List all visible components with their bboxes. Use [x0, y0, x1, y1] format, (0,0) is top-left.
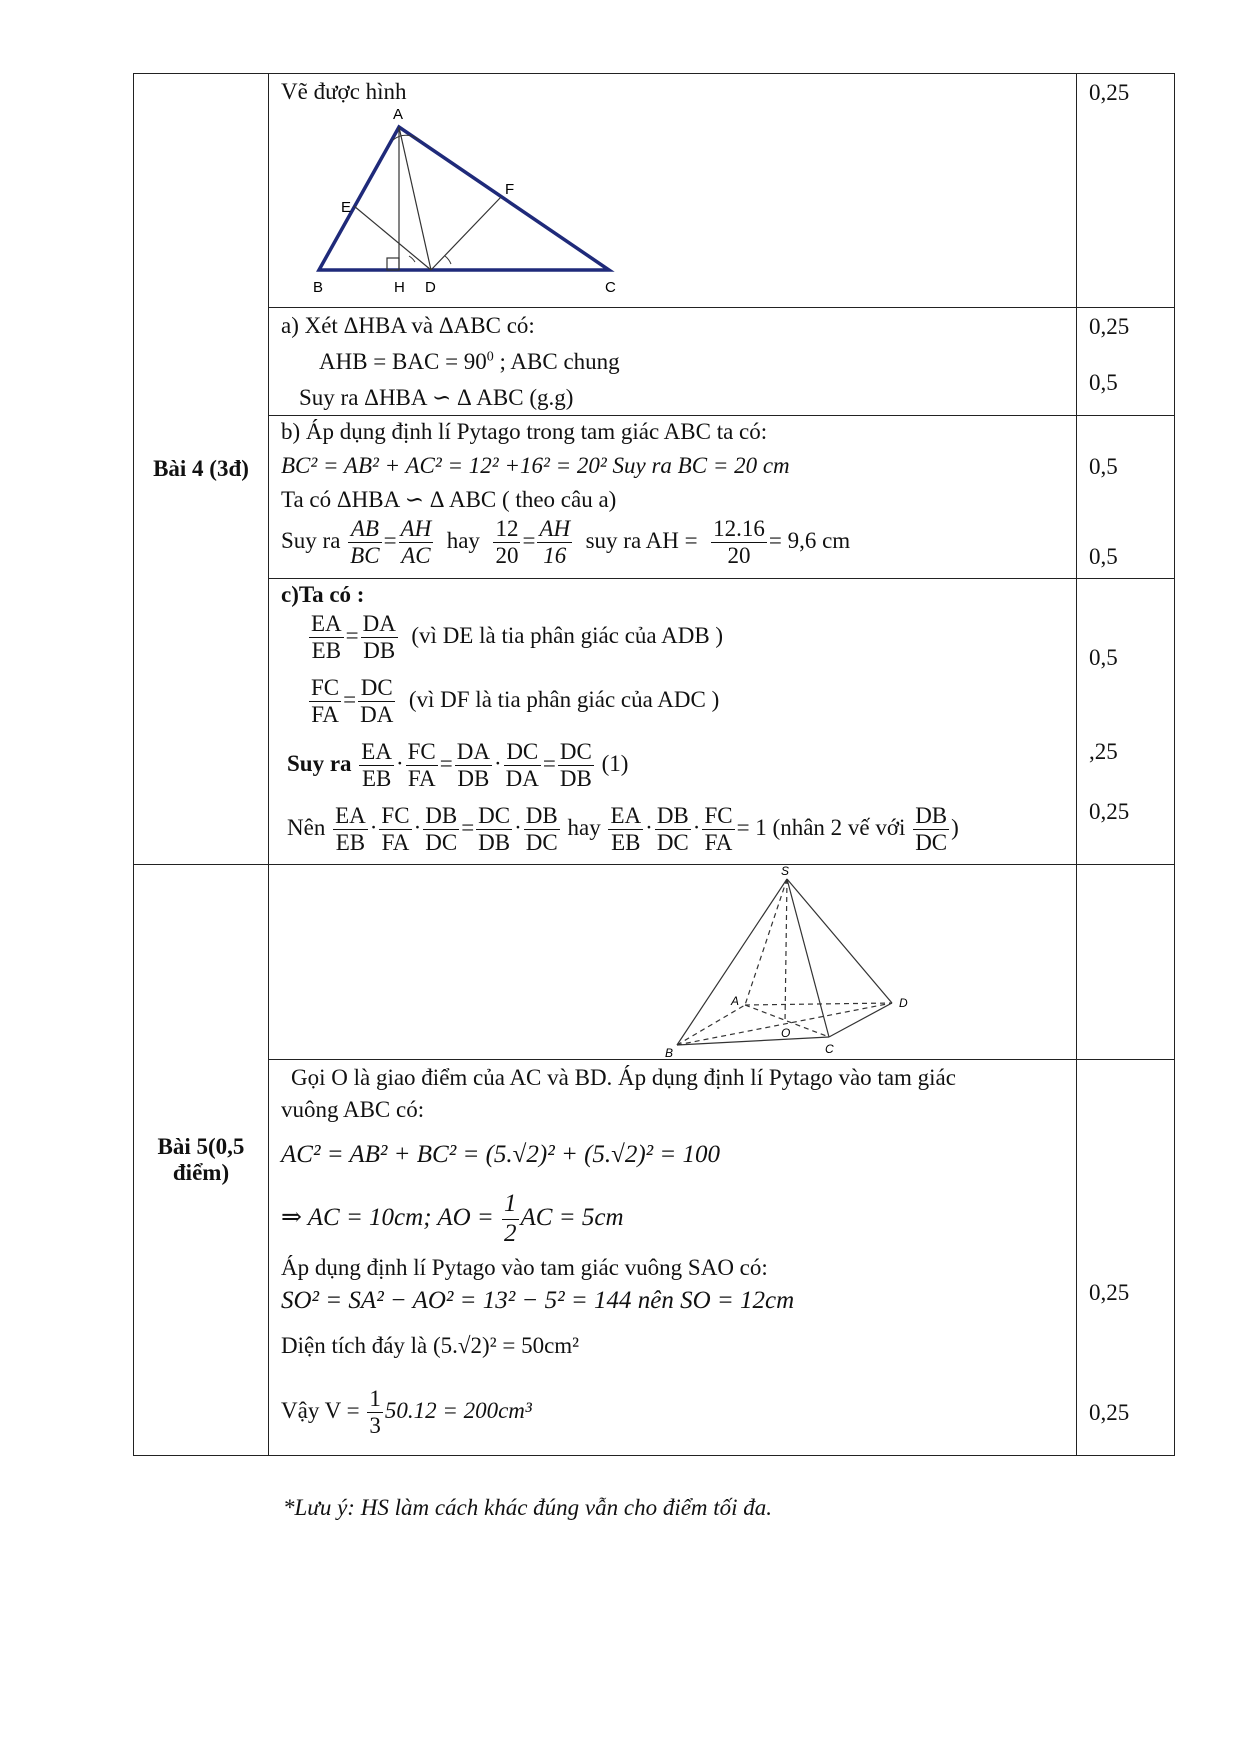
ah-result: = 9,6 cm	[768, 528, 851, 554]
suy-ra-text: Suy ra	[281, 528, 341, 554]
label-S: S	[781, 865, 790, 878]
nen-text: Nên	[287, 815, 326, 841]
frac	[702, 803, 734, 857]
den: 20	[495, 543, 519, 569]
den: AC	[401, 543, 431, 569]
part-c-line1: c)Ta có :	[281, 582, 365, 607]
bai5-line4	[281, 1190, 624, 1249]
bai5-figure-cell	[269, 865, 1077, 1060]
num: DC	[358, 675, 395, 702]
label-C: C	[605, 279, 616, 296]
frac-1-3	[367, 1386, 383, 1440]
reason-text: (vì DE là tia phân giác của ADB )	[411, 623, 724, 649]
den: DC	[915, 830, 948, 856]
suy-ra-ah-text: suy ra AH =	[585, 528, 698, 554]
part-c-cell	[269, 579, 1077, 865]
den: 2	[504, 1219, 517, 1247]
frac	[504, 739, 541, 793]
num: DA	[455, 739, 492, 766]
frac	[423, 803, 459, 857]
den: DC	[525, 830, 558, 856]
frac	[358, 675, 395, 729]
part-b-line4: Suy ra $\frac{AB}{BC}$ = $\frac{AH}{AC}$ hay $\frac{12}{20}$ = $\frac{AH}{16}$ suy ra AH = $\frac{12.16}{20}$ = 9,6 cm	[281, 516, 851, 569]
footnote: *Lưu ý: HS làm cách khác đúng vẫn cho điểm tối đa.	[283, 1495, 773, 1520]
points-value: 0,5	[1089, 645, 1118, 670]
bai5-line5: Áp dụng định lí Pytago vào tam giác vuông SAO có:	[281, 1255, 768, 1280]
eq-number: (1)	[601, 751, 629, 777]
den: EB	[311, 638, 342, 664]
den: DA	[360, 702, 394, 728]
points-value: 0,25	[1089, 1280, 1130, 1305]
den: 3	[369, 1413, 381, 1439]
frac-12-20	[493, 516, 520, 570]
label-B: B	[313, 279, 324, 296]
num: EA	[333, 803, 368, 830]
bai5-label: Bài 5(0,5 điểm)	[134, 865, 269, 1456]
volume-text: 50.12 = 200cm³	[384, 1398, 532, 1424]
label-A: A	[393, 106, 404, 123]
label-D: D	[425, 279, 436, 296]
points-a	[1077, 308, 1175, 416]
num: DB	[524, 803, 560, 830]
points-value: 0,5	[1089, 454, 1118, 479]
part-b-line3: Ta có ΔHBA ∽ Δ ABC ( theo câu a)	[281, 487, 617, 512]
part-a-cell	[269, 308, 1077, 416]
label-H: H	[394, 279, 405, 296]
points-value: 0,25	[1089, 799, 1130, 824]
num: EA	[608, 803, 643, 830]
num: DC	[476, 803, 512, 830]
frac	[359, 739, 394, 793]
den: DB	[457, 766, 490, 792]
part-c-row2: $\frac{FC}{FA}$ = $\frac{DC}{DA}$ (vì DF là tia phân giác của ADC )	[311, 675, 720, 728]
frac	[655, 803, 691, 857]
bai5-line8	[281, 1386, 532, 1440]
hay-text: hay	[446, 528, 480, 554]
points-bai5	[1077, 1060, 1175, 1456]
num: FC	[406, 739, 438, 766]
num: EA	[359, 739, 394, 766]
frac-1216-20	[711, 516, 767, 570]
bai4-figure-cell	[269, 74, 1077, 308]
num: DA	[361, 611, 398, 638]
frac	[333, 803, 368, 857]
points-value: ,25	[1089, 739, 1118, 764]
frac	[361, 611, 398, 665]
num: FC	[309, 675, 341, 702]
points-b	[1077, 416, 1175, 579]
den: DC	[425, 830, 458, 856]
reason-text: (vì DF là tia phân giác của ADC )	[408, 687, 720, 713]
den: EB	[335, 830, 366, 856]
frac-1-2	[502, 1190, 519, 1249]
den: DB	[478, 830, 511, 856]
points-value: 0,25	[1089, 1400, 1130, 1425]
frac	[309, 675, 341, 729]
label-F: F	[505, 181, 515, 198]
frac	[524, 803, 560, 857]
den: FA	[311, 702, 339, 728]
label-B: B	[665, 1046, 674, 1060]
num: 1	[502, 1190, 519, 1220]
part-a-rest: ; ABC chung	[493, 349, 620, 374]
den: FA	[407, 766, 436, 792]
num: 12.16	[711, 516, 767, 543]
frac	[558, 739, 594, 793]
label-D: D	[899, 996, 908, 1010]
num: AB	[348, 516, 381, 543]
suy-ra-text: Suy ra	[287, 751, 352, 777]
part-c-row3: Suy ra $\frac{EA}{EB}$ · $\frac{FC}{FA}$ = $\frac{DA}{DB}$ · $\frac{DC}{DA}$ = $\frac{DC}{DB}$ (1)	[287, 739, 629, 792]
label-C: C	[825, 1042, 834, 1056]
num: FC	[702, 803, 734, 830]
frac	[379, 803, 411, 857]
den: DC	[656, 830, 689, 856]
num: EA	[309, 611, 344, 638]
part-a-line3: Suy ra ΔHBA ∽ Δ ABC (g.g)	[299, 385, 574, 410]
num: DC	[504, 739, 541, 766]
points-empty	[1077, 865, 1175, 1060]
num: DB	[913, 803, 949, 830]
num: AH	[399, 516, 434, 543]
triangle-figure	[269, 74, 1077, 308]
pyramid-figure	[269, 865, 1077, 1060]
points-draw	[1077, 74, 1175, 308]
frac-ab-bc	[348, 516, 381, 570]
den: 20	[727, 543, 751, 569]
num: 12	[493, 516, 520, 543]
bai5-line3: AC² = AB² + BC² = (5.√2)² + (5.√2)² = 100	[281, 1141, 721, 1168]
grading-table	[133, 73, 1175, 1456]
label-O: O	[781, 1026, 791, 1040]
label-A: A	[731, 994, 740, 1008]
points-c	[1077, 579, 1175, 865]
part-b-line2: BC² = AB² + AC² = 12² +16² = 20² Suy ra BC = 20 cm	[281, 453, 790, 478]
bai4-label: Bài 4 (3đ)	[134, 74, 269, 865]
frac	[913, 803, 949, 857]
bai5-line1: Gọi O là giao điểm của AC và BD. Áp dụng định lí Pytago vào tam giác	[291, 1065, 956, 1090]
part-c-row1: $\frac{EA}{EB}$ = $\frac{DA}{DB}$ (vì DE là tia phân giác của ADB )	[311, 611, 724, 664]
frac	[406, 739, 438, 793]
den: DB	[559, 766, 592, 792]
v-text: Vậy V =	[281, 1398, 360, 1424]
multiply-text: = 1 (nhân 2 vế với	[736, 815, 906, 841]
num: DC	[558, 739, 594, 766]
points-value: 0,5	[1089, 544, 1118, 569]
draw-text: Vẽ được hình	[281, 79, 407, 104]
ac-text: ⇒ AC = 10cm; AO =	[281, 1203, 494, 1231]
den: DA	[505, 766, 539, 792]
bai5-line7: Diện tích đáy là (5.√2)² = 50cm²	[281, 1333, 580, 1358]
frac	[309, 611, 344, 665]
part-a-sup: 0	[486, 349, 494, 365]
bai5-solution-cell	[269, 1060, 1077, 1456]
part-b-line1: b) Áp dụng định lí Pytago trong tam giác ABC ta có:	[281, 419, 768, 444]
points-value: 0,5	[1089, 370, 1118, 395]
num: DB	[655, 803, 691, 830]
bai5-line6: SO² = SA² − AO² = 13² − 5² = 144 nên SO = 12cm	[281, 1287, 795, 1314]
part-b-cell	[269, 416, 1077, 579]
hay-text: hay	[567, 815, 601, 841]
frac	[608, 803, 643, 857]
num: FC	[379, 803, 411, 830]
num: AH	[537, 516, 572, 543]
den: BC	[350, 543, 380, 569]
den: 16	[543, 543, 567, 569]
num: DB	[423, 803, 459, 830]
part-a-line1: a) Xét ΔHBA và ΔABC có:	[281, 313, 535, 338]
den: FA	[704, 830, 733, 856]
part-a-line2	[319, 350, 620, 373]
label-E: E	[341, 199, 352, 216]
den: FA	[381, 830, 410, 856]
points-value: 0,25	[1089, 80, 1130, 105]
points-value: 0,25	[1089, 314, 1130, 339]
den: EB	[361, 766, 392, 792]
den: DB	[363, 638, 396, 664]
frac-ah-16	[537, 516, 572, 570]
num: 1	[367, 1386, 383, 1413]
part-a-eq: AHB = BAC = 90	[319, 349, 487, 374]
part-c-row4: Nên $\frac{EA}{EB}$ · $\frac{FC}{FA}$ · $\frac{DB}{DC}$ = $\frac{DC}{DB}$ · $\frac{DB}{DC}$ hay $\frac{EA}{EB}$ · $\frac{DB}{DC}$ · $\frac{FC}{FA}$ = 1 (nhân 2 vế với $\frac{DB}{DC}$ )	[287, 803, 959, 856]
bai5-line2: vuông ABC có:	[281, 1097, 425, 1122]
frac	[476, 803, 512, 857]
den: EB	[611, 830, 641, 856]
ao-text: AC = 5cm	[520, 1203, 624, 1231]
frac-ah-ac	[399, 516, 434, 570]
close-paren: )	[951, 815, 959, 841]
frac	[455, 739, 492, 793]
